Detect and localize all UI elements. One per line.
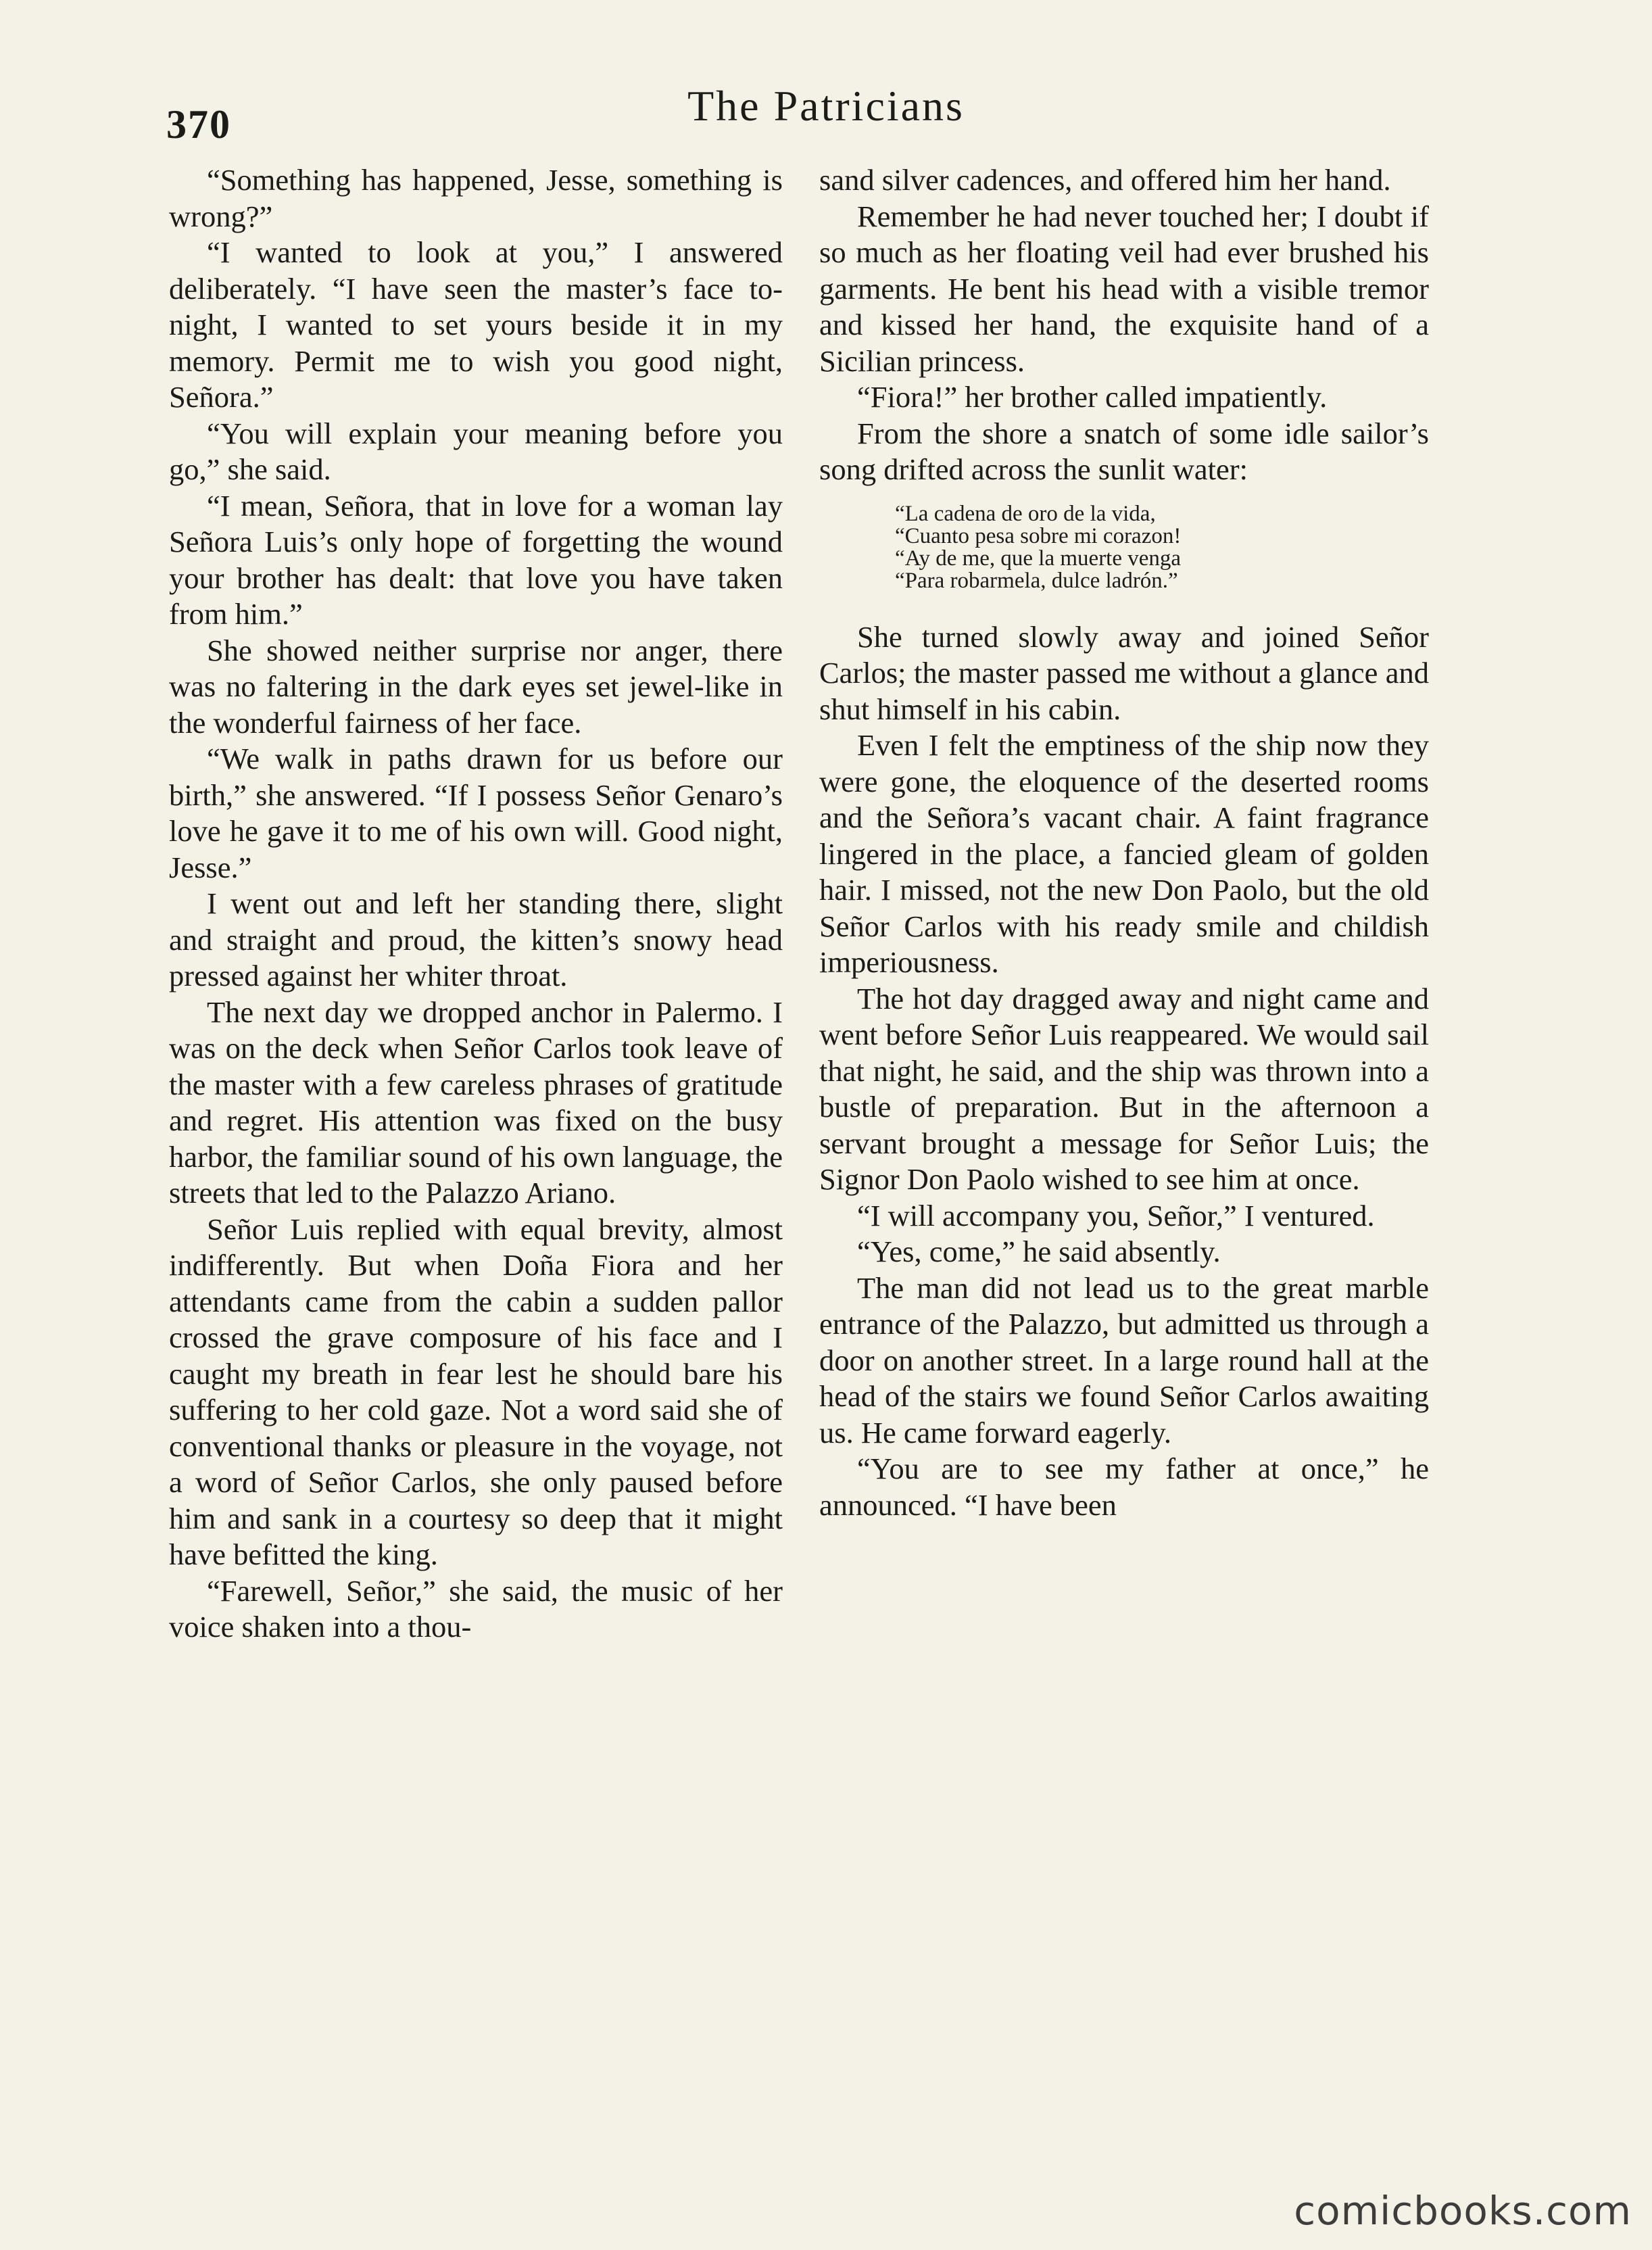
verse-line: “Ay de me, que la muerte venga: [895, 546, 1182, 571]
paragraph: From the shore a snatch of some idle sailor’s song drifted across the sunlit water:: [819, 416, 1429, 486]
paragraph: “Yes, come,” he said absently.: [857, 1235, 1221, 1268]
paragraph: “Something has happened, Jesse, something is wrong?”: [169, 163, 783, 233]
verse-line: “La cadena de oro de la vida,: [895, 501, 1156, 526]
paragraph: “I mean, Señora, that in love for a woman lay Señora Luis’s only hope of forgetting the wound your brother has dealt: that love you have taken from him.”: [169, 488, 783, 631]
scan-edge-specks: [0, 0, 47, 2250]
paragraph-continued: sand silver cadences, and offered him her hand.: [819, 163, 1391, 197]
paragraph: “Farewell, Señor,” she said, the music of her voice shaken into a thou-: [169, 1573, 783, 1644]
paragraph: “I will accompany you, Señor,” I ventured.: [857, 1198, 1375, 1232]
watermark: comicbooks.com: [1294, 2188, 1632, 2234]
paragraph: The hot day dragged away and night came and went before Señor Luis reappeared. We would sail that night, he said, and the ship was thrown into a bustle of preparation. But in the afternoon a servant brought a message for Señor Luis; the Signor Don Paolo wished to see him at once.: [819, 981, 1429, 1196]
paragraph: The man did not lead us to the great marble entrance of the Palazzo, but admitted us through a door on another street. In a large round hall at the head of the stairs we found Señor Carlos awaiting us. He came forward eagerly.: [819, 1270, 1429, 1450]
paragraph: “We walk in paths drawn for us before our birth,” she answered. “If I possess Señor Genaro’s love he gave it to me of his own will. Good night, Jesse.”: [169, 742, 783, 884]
paragraph: The next day we dropped anchor in Palermo. I was on the deck when Señor Carlos took leave of the master with a few careless phrases of gratitude and regret. His attention was fixed on the busy harbor, the familiar sound of his own language, the streets that led to the Palazzo Ariano.: [169, 995, 783, 1210]
song-verse: [895, 503, 1429, 592]
left-column: [169, 162, 783, 1646]
paragraph: She showed neither surprise nor anger, there was no faltering in the dark eyes set jewel-like in the wonderful fairness of her face.: [169, 633, 783, 740]
paragraph: Remember he had never touched her; I doubt if so much as her floating veil had ever brushed his garments. He bent his head with a visible tremor and kissed her hand, the exquisite hand of a Sicilian princess.: [819, 199, 1429, 378]
verse-line: “Cuanto pesa sobre mi corazon!: [895, 523, 1182, 548]
paragraph: Even I felt the emptiness of the ship now they were gone, the eloquence of the deserted rooms and the Señora’s vacant chair. A faint fragrance lingered in the place, a fancied gleam of golden hair. I missed, not the new Don Paolo, but the old Señor Carlos with his ready smile and childish imperiousness.: [819, 728, 1429, 979]
paragraph: I went out and left her standing there, slight and straight and proud, the kitten’s snowy head pressed against her whiter throat.: [169, 886, 783, 992]
right-column: [819, 162, 1429, 1523]
paragraph: “I wanted to look at you,” I answered deliberately. “I have seen the master’s face to-night, I wanted to set yours beside it in my memory. Permit me to wish you good night, Señora.”: [169, 235, 783, 414]
paragraph: She turned slowly away and joined Señor Carlos; the master passed me without a glance and shut himself in his cabin.: [819, 619, 1429, 726]
paragraph: Señor Luis replied with equal brevity, almost indifferently. But when Doña Fiora and her attendants came from the cabin a sudden pallor crossed the grave composure of his face and I caught my breath in fear lest he should bare his suffering to her cold gaze. Not a word said she of conventional thanks or pleasure in the voyage, not a word of Señor Carlos, she only paused before him and sank in a courtesy so deep that it might have befitted the king.: [169, 1212, 783, 1571]
page-number: 370: [166, 102, 231, 147]
paragraph: “You will explain your meaning before you go,” she said.: [169, 416, 783, 486]
paragraph: “You are to see my father at once,” he announced. “I have been: [819, 1452, 1429, 1522]
running-title: The Patricians: [687, 82, 965, 130]
verse-line: “Para robarmela, dulce ladrón.”: [895, 568, 1178, 593]
paragraph: “Fiora!” her brother called impatiently.: [857, 380, 1328, 414]
